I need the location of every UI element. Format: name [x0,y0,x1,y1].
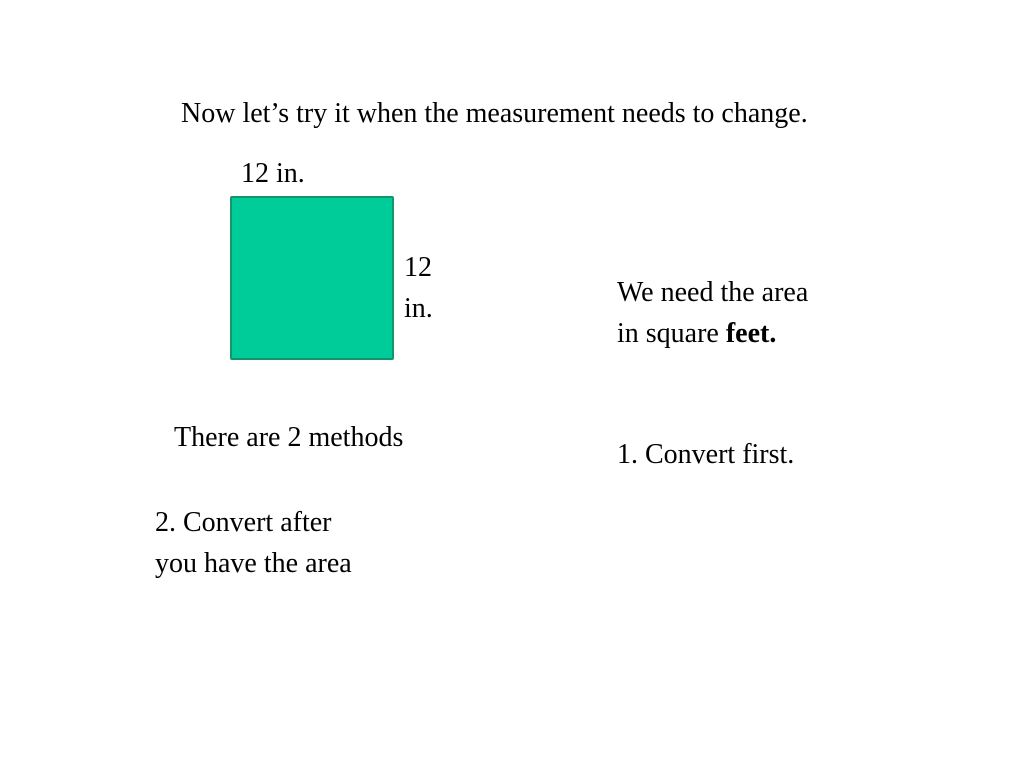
methods-intro: There are 2 methods [174,422,404,453]
square-top-dimension-label: 12 in. [241,158,305,189]
area-note [617,272,808,354]
method-2-line1: 2. Convert after [155,507,332,538]
side-label-unit: in. [404,293,433,324]
green-square [230,196,394,360]
side-label-number: 12 [404,252,432,283]
slide-headline: Now let’s try it when the measurement needs to change. [181,98,808,129]
method-1-text: 1. Convert first. [617,439,795,470]
area-note-line2 [617,313,808,354]
method-2-line2: you have the area [155,548,352,579]
area-note-line1: We need the area [617,277,809,308]
square-side-dimension-label [404,247,433,329]
area-note-prefix: in square [617,318,726,349]
area-note-unit-bold: feet. [725,318,777,349]
method-2-text [155,502,352,584]
